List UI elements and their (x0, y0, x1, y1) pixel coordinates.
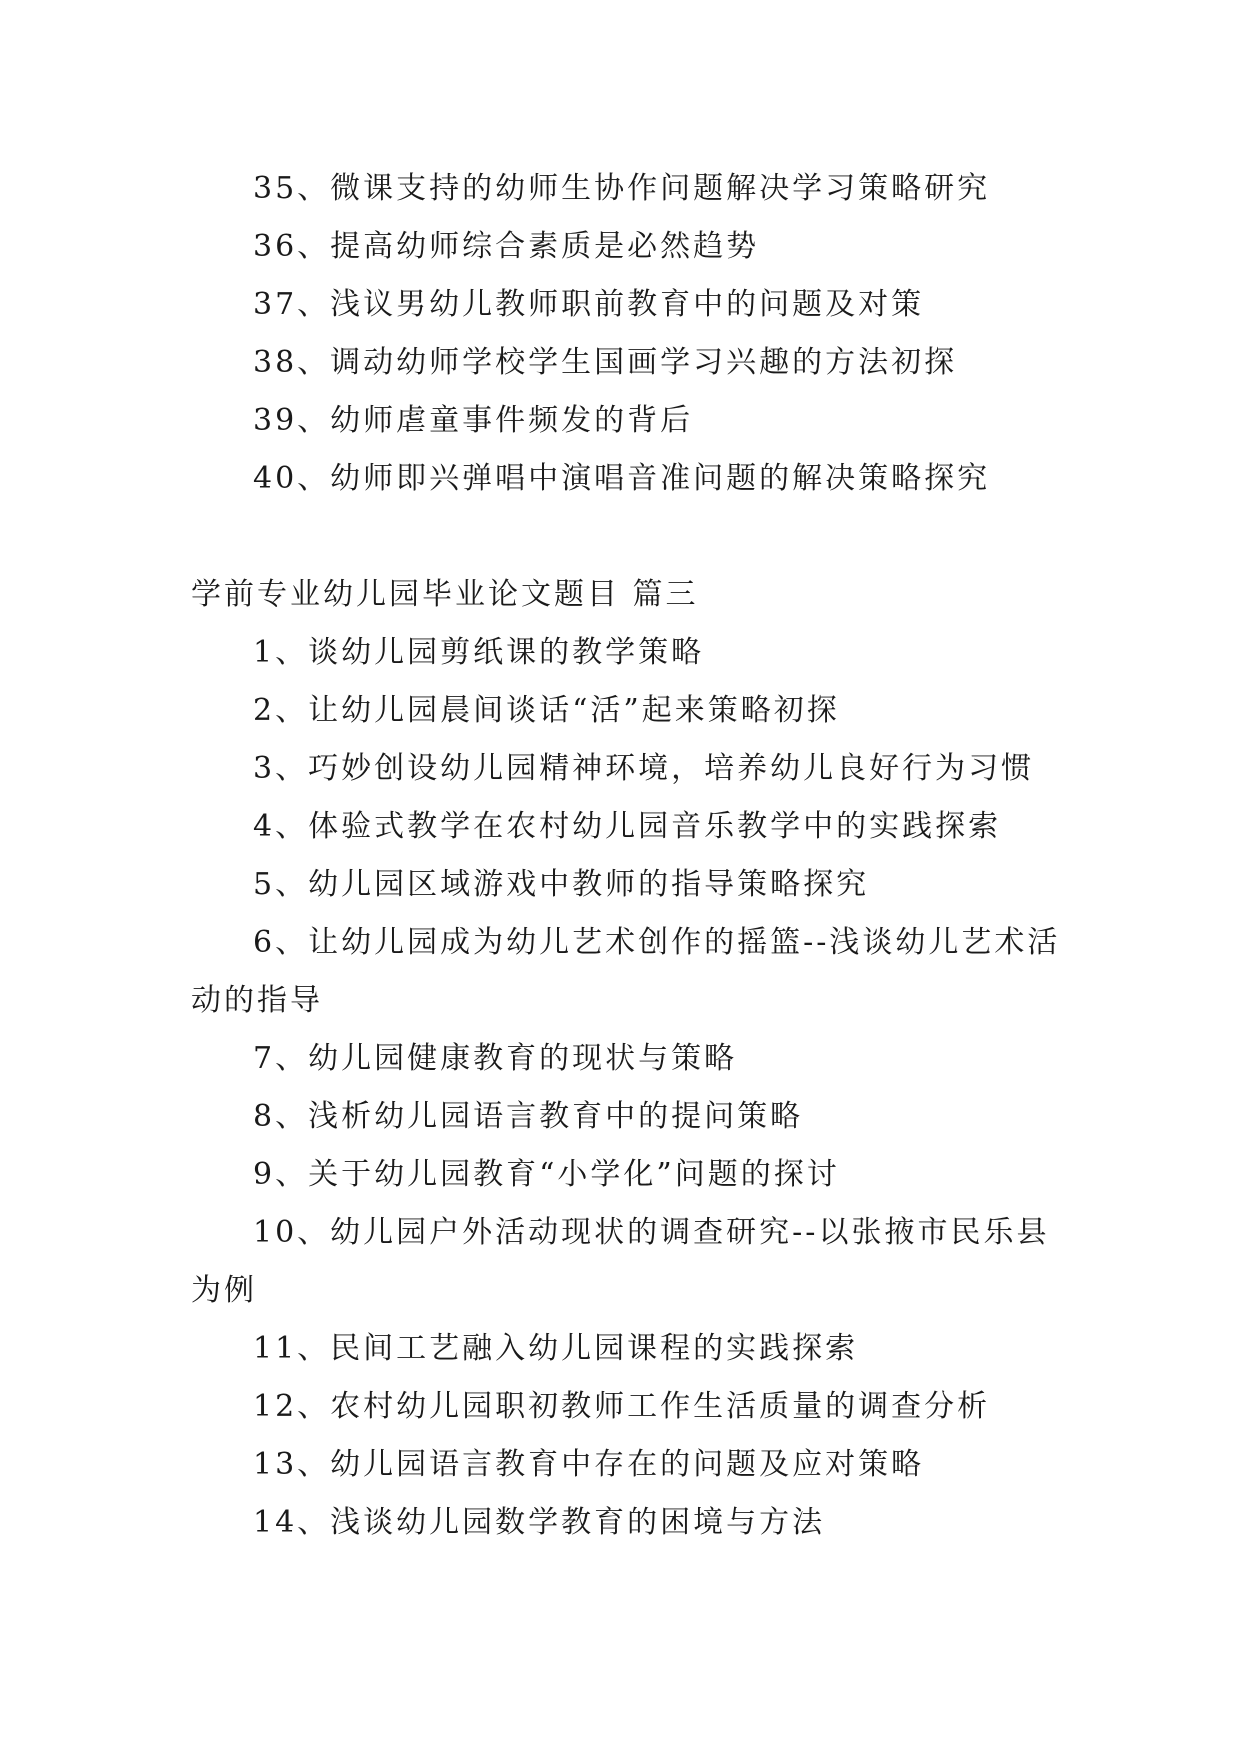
list-item: 1、谈幼儿园剪纸课的教学策略 (253, 635, 705, 670)
list-item: 37、浅议男幼儿教师职前教育中的问题及对策 (253, 287, 925, 322)
list-item: 36、提高幼师综合素质是必然趋势 (253, 229, 760, 264)
list-item: 7、幼儿园健康教育的现状与策略 (253, 1041, 738, 1076)
list-item: 38、调动幼师学校学生国画学习兴趣的方法初探 (253, 345, 958, 380)
section-spacer (191, 508, 1061, 566)
topic-list-continued (191, 160, 1061, 508)
list-item: 6、让幼儿园成为幼儿艺术创作的摇篮--浅谈幼儿艺术活动的指导 (191, 925, 1061, 1018)
list-item: 3、巧妙创设幼儿园精神环境，培养幼儿良好行为习惯 (253, 751, 1035, 786)
topic-list-section-three (191, 624, 1061, 1552)
list-item: 10、幼儿园户外活动现状的调查研究--以张掖市民乐县为例 (191, 1215, 1050, 1308)
list-item: 12、农村幼儿园职初教师工作生活质量的调查分析 (253, 1389, 991, 1424)
list-item: 9、关于幼儿园教育“小学化”问题的探讨 (253, 1157, 840, 1192)
list-item: 39、幼师虐童事件频发的背后 (253, 403, 694, 438)
list-item: 40、幼师即兴弹唱中演唱音准问题的解决策略探究 (253, 461, 991, 496)
list-item: 35、微课支持的幼师生协作问题解决学习策略研究 (253, 171, 991, 206)
list-item: 14、浅谈幼儿园数学教育的困境与方法 (253, 1505, 826, 1540)
list-item: 11、民间工艺融入幼儿园课程的实践探索 (253, 1331, 859, 1366)
list-item: 5、幼儿园区域游戏中教师的指导策略探究 (253, 867, 870, 902)
list-item: 13、幼儿园语言教育中存在的问题及应对策略 (253, 1447, 925, 1482)
list-item: 8、浅析幼儿园语言教育中的提问策略 (253, 1099, 804, 1134)
document-body (191, 160, 1061, 1552)
list-item: 2、让幼儿园晨间谈话“活”起来策略初探 (253, 693, 840, 728)
list-item: 4、体验式教学在农村幼儿园音乐教学中的实践探索 (253, 809, 1002, 844)
section-heading: 学前专业幼儿园毕业论文题目 篇三 (191, 577, 699, 612)
